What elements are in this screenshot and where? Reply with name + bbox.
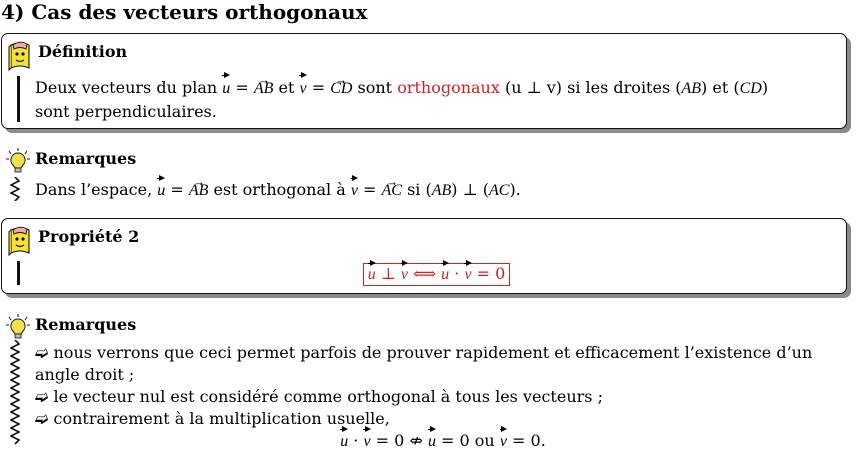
book-face-icon: [7, 41, 33, 71]
definition-bar: [17, 76, 20, 122]
list-item: ➫ le vecteur nul est considéré comme orthogonal à tous les vecteurs ;: [35, 387, 603, 406]
section-title: 4) Cas des vecteurs orthogonaux: [1, 0, 368, 24]
definition-text: Deux vecteurs du plan u = AB → et v = CD → sont orthogonaux (u ⊥ v) si les droites (AB) et (CD) sont perpendiculaires.: [35, 76, 838, 123]
book-face-icon: [7, 226, 33, 256]
list-item: ➫ nous verrons que ceci permet parfois de prouver rapidement et efficacement l’existence d’un angle droit ;: [35, 343, 813, 384]
remark-2-list: [35, 342, 851, 453]
remark-1-title: Remarques: [35, 149, 137, 168]
property-formula: u ⊥ v ⟺ u · v = 0: [35, 262, 838, 286]
remark-2-formula: u · v = 0 ⇎ u = 0 ou v = 0.: [35, 430, 851, 453]
definition-box: [1, 33, 847, 129]
remark-1-text: Dans l’espace, u = AB → est orthogonal à v = AC → si (AB) ⊥ (AC).: [35, 179, 851, 202]
hand-pointer-icon: ➫: [35, 409, 49, 428]
property-box: [1, 218, 847, 294]
remark-2-title: Remarques: [35, 315, 137, 334]
lightbulb-icon: [5, 313, 31, 341]
lightbulb-icon: [5, 147, 31, 175]
zigzag-bar: [10, 340, 20, 448]
hand-pointer-icon: ➫: [35, 343, 49, 362]
zigzag-bar: [10, 177, 20, 201]
property-title: Propriété 2: [38, 227, 140, 246]
definition-title: Définition: [38, 42, 128, 61]
highlight-orthogonaux: orthogonaux: [397, 78, 500, 97]
list-item: ➫ contrairement à la multiplication usuelle,: [35, 409, 390, 428]
hand-pointer-icon: ➫: [35, 387, 49, 406]
property-bar: [17, 261, 20, 285]
